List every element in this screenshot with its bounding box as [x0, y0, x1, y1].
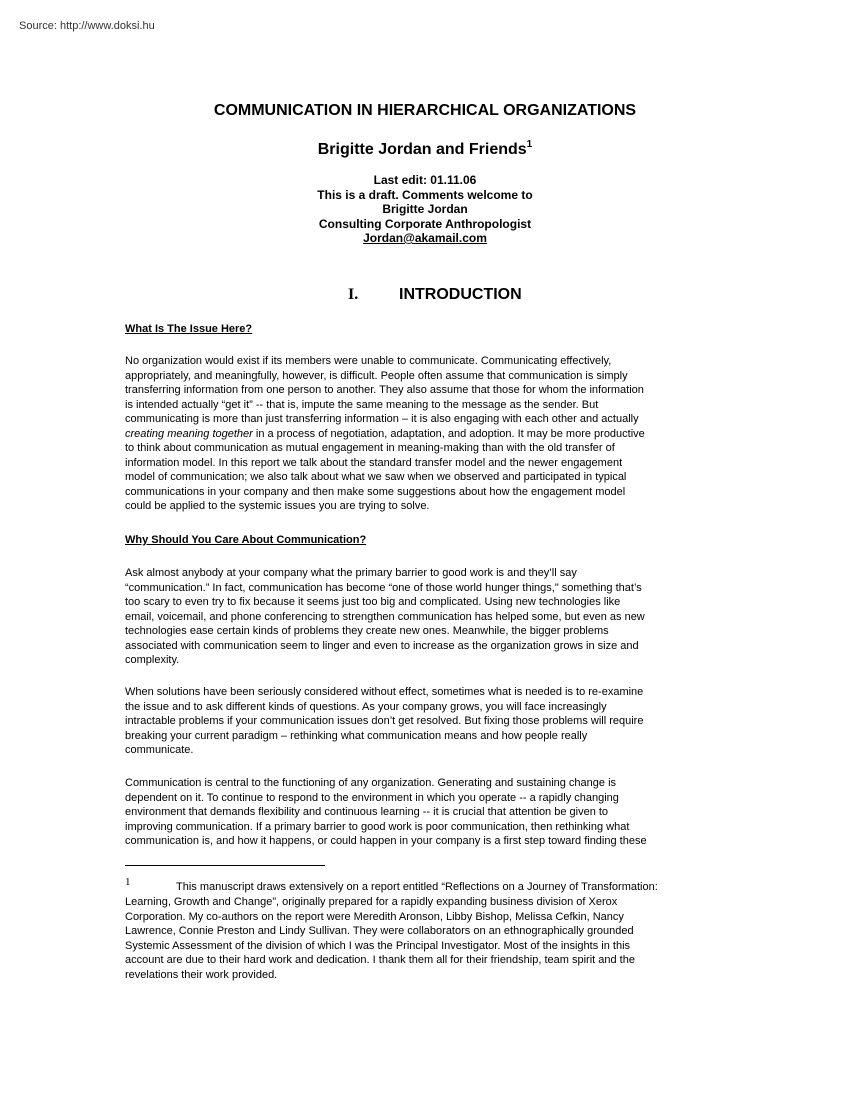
paragraph-line: communicating is more than just transferring information – it is also engaging with each other and actually: [125, 413, 639, 425]
draft-note: This is a draft. Comments welcome to: [317, 187, 533, 202]
footnote-line: This manuscript draws extensively on a report entitled “Reflections on a Journey of Transformation:: [176, 881, 658, 893]
paragraph-line: improving communication. If a primary barrier to good work is poor communication, then rethinking what: [125, 820, 630, 833]
paragraph-line: environment that demands flexibility and continuous learning -- it is crucial that attention be given to: [125, 806, 609, 818]
paragraph-1: [125, 354, 725, 514]
section-number: I.: [348, 286, 359, 303]
footnote-line: Learning, Growth and Change”, originally prepared for a rapidly expanding business division of Xerox: [125, 896, 618, 908]
footnote-separator: [125, 865, 325, 866]
author-name: Brigitte Jordan and Friends: [317, 141, 527, 158]
footnote-text: [125, 895, 635, 982]
paragraph-line: too scary to even try to fix because it seems just too big and complicated. Using new technologies like: [125, 596, 621, 608]
paragraph-line: When solutions have been seriously considered without effect, sometimes what is needed is to re-examine: [125, 686, 644, 698]
section-title: INTRODUCTION: [399, 286, 522, 303]
paragraph-line: could be applied to the systemic issues you are trying to solve.: [125, 500, 430, 512]
subhead-issue: What Is The Issue Here?: [125, 323, 253, 335]
paragraph-line: communication is, and how it happens, or could happen in your company is a first step toward finding these: [125, 835, 647, 847]
italic-phrase: creating meaning together: [125, 427, 253, 440]
footnote-marker: 1: [125, 876, 131, 888]
paragraph-line: to think about communication as mutual engagement in meaning-making than with the old transfer of: [125, 442, 615, 454]
paragraph-line: [125, 427, 725, 442]
document-title: COMMUNICATION IN HIERARCHICAL ORGANIZATIONS: [213, 102, 637, 119]
paragraph-line: technologies ease certain kinds of problems they create new ones. Meanwhile, the bigger problems: [125, 625, 609, 637]
paragraph-line: model of communication; we also talk about what we saw when we observed and participated in typical: [125, 471, 627, 483]
section-heading: [348, 285, 522, 304]
paragraph-line: Communication is central to the functioning of any organization. Generating and sustaining change is: [125, 777, 617, 789]
paragraph-line: No organization would exist if its members were unable to communicate. Communicating effectively,: [125, 355, 612, 367]
contact-name: Brigitte Jordan: [382, 202, 468, 216]
paragraph-line: Ask almost anybody at your company what the primary barrier to good work is and they’ll say: [125, 567, 577, 579]
paragraph-line: intractable problems if your communication issues don’t get resolved. But fixing those problems will require: [125, 715, 644, 727]
paragraph-3: [125, 685, 725, 758]
paragraph-line-rest: in a process of negotiation, adaptation, and adoption. It may be more productive: [252, 427, 645, 440]
paragraph-line: the issue and to ask different kinds of questions. As your company grows, you will face increasingly: [125, 700, 607, 713]
subhead-care: Why Should You Care About Communication?: [125, 534, 367, 546]
paragraph-line: complexity.: [125, 654, 180, 666]
paragraph-2: [125, 566, 725, 668]
footnote-line: Lawrence, Connie Preston and Lindy Sullivan. They were collaborators on an ethnographically grounded: [125, 925, 634, 937]
paragraph-line: “communication.” In fact, communication has become “one of those world hunger things," something that’s: [125, 581, 642, 594]
paragraph-line: communicate.: [125, 744, 194, 756]
paragraph-4: [125, 776, 725, 849]
paragraph-line: transferring information from one person to another. They also assume that those for whom the information: [125, 384, 644, 396]
document-meta: [0, 173, 850, 246]
last-edit: Last edit: 01.11.06: [373, 173, 477, 187]
author-line: [0, 140, 850, 159]
paragraph-line: associated with communication seem to linger and even to increase as the organization grows in size and: [125, 639, 639, 652]
paragraph-line: dependent on it. To continue to respond to the environment in which you operate -- a rapidly changing: [125, 791, 619, 804]
author-footnote-ref: 1: [526, 139, 533, 150]
contact-role: Consulting Corporate Anthropologist: [318, 216, 532, 231]
paragraph-line: appropriately, and meaningfully, however, is difficult. People often assume that communication is simply: [125, 369, 628, 382]
footnote-line: Corporation. My co-authors on the report were Meredith Aronson, Libby Bishop, Melissa Cefkin, Nancy: [125, 910, 624, 923]
footnote-line: Systemic Assessment of the division of which I was the Principal Investigator. Most of the insights in this: [125, 939, 631, 952]
source-line: Source: http://www.doksi.hu: [19, 20, 155, 32]
paragraph-line: communications in your company and then make some suggestions about how the engagement model: [125, 485, 626, 498]
paragraph-line: information model. In this report we talk about the standard transfer model and the newer engagement: [125, 456, 623, 469]
paragraph-line: breaking your current paradigm – rethinking what communication means and how people really: [125, 729, 588, 742]
contact-email-link[interactable]: Jordan@akamail.com: [363, 231, 487, 245]
footnote-line: revelations their work provided.: [125, 968, 278, 981]
paragraph-line: is intended actually “get it” -- that is, impute the same meaning to the message as the sender. But: [125, 398, 599, 411]
footnote-line: account are due to their hard work and dedication. I thank them all for their friendship, team spirit and the: [125, 954, 635, 966]
paragraph-line: email, voicemail, and phone conferencing to strengthen communication has helped some, but even as new: [125, 610, 645, 623]
